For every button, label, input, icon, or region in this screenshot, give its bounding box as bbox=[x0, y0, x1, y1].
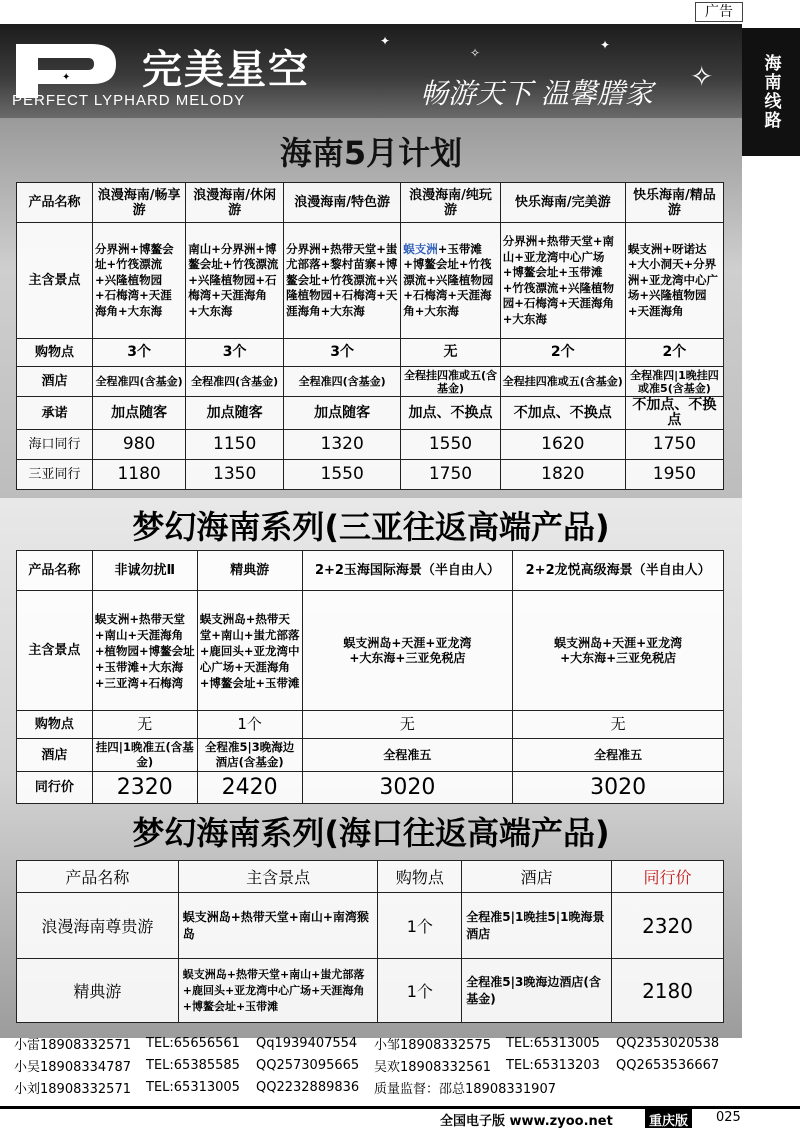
spots-cell: 蜈支洲+热带天堂+南山+天涯海角+植物园+博鳌会址+玉带滩+大东海+三亚湾+石梅湾 bbox=[92, 591, 197, 711]
table-row bbox=[17, 183, 724, 223]
contact-name-phone: 小邹18908332575 bbox=[374, 1037, 491, 1053]
contact-row bbox=[14, 1076, 730, 1098]
hotel-cell: 全程准四(含基金) bbox=[93, 367, 186, 397]
spots-text: +玉带滩+博鳌会址+竹筏漂流+兴隆植物园+石梅湾+天涯海角+大东海 bbox=[403, 241, 494, 318]
shop-cell: 无 bbox=[401, 339, 501, 367]
spots-cell: 南山+分界洲+博鳌会址+竹筏漂流+兴隆植物园+石梅湾+天涯海角+大东海 bbox=[186, 223, 284, 339]
contact-name-phone: 小雷18908332571 bbox=[14, 1037, 131, 1053]
header-cell: 同行价 bbox=[612, 861, 724, 893]
product-name: 精典游 bbox=[17, 959, 179, 1023]
svg-text:✦: ✦ bbox=[62, 72, 71, 83]
table-row bbox=[17, 711, 724, 739]
hotel-cell: 全程准五 bbox=[302, 739, 513, 772]
sparkle-icon: ✦ bbox=[380, 34, 391, 48]
product-name: 快乐海南/精品游 bbox=[625, 183, 723, 223]
promise-cell: 不加点、不换点 bbox=[500, 397, 625, 430]
table-row bbox=[17, 739, 724, 772]
hainan-may-plan-table bbox=[16, 182, 724, 490]
contact-row bbox=[14, 1054, 730, 1076]
price-cell: 3020 bbox=[513, 772, 724, 804]
contact-tel: TEL:65313203 bbox=[506, 1057, 600, 1073]
shop-cell: 2个 bbox=[500, 339, 625, 367]
spots-cell: 分界洲+博鳌会址+竹筏漂流+兴隆植物园+石梅湾+天涯海角+大东海 bbox=[93, 223, 186, 339]
contact-tel: TEL:65656561 bbox=[146, 1035, 240, 1051]
contact-list bbox=[14, 1032, 730, 1098]
shop-cell: 无 bbox=[513, 711, 724, 739]
row-label: 同行价 bbox=[17, 772, 93, 804]
row-label: 三亚同行 bbox=[17, 460, 93, 490]
contact-name-phone: 小吴18908334787 bbox=[14, 1059, 131, 1075]
product-name: 2+2龙悦高级海景（半自由人） bbox=[513, 551, 724, 591]
spots-cell: 蜈支洲岛+热带天堂+南山+蚩尤部落+鹿回头+亚龙湾中心广场+天涯海角+博鳌会址+玉带滩 bbox=[178, 959, 378, 1023]
spots-cell: 蜈支洲+呀诺达+大小洞天+分界洲+亚龙湾中心广场+兴隆植物园+天涯海角 bbox=[625, 223, 723, 339]
price-cell: 1180 bbox=[93, 460, 186, 490]
row-label: 购物点 bbox=[17, 339, 93, 367]
quality-supervisor: 质量监督：邵总18908331907 bbox=[374, 1081, 556, 1097]
hotel-cell: 全程准四(含基金) bbox=[186, 367, 284, 397]
promise-cell: 加点随客 bbox=[186, 397, 284, 430]
product-name: 浪漫海南/畅享游 bbox=[93, 183, 186, 223]
spots-cell bbox=[401, 223, 501, 339]
price-cell: 2320 bbox=[92, 772, 197, 804]
row-label: 酒店 bbox=[17, 367, 93, 397]
hotel-cell: 全程准5|1晚挂5|1晚海景酒店 bbox=[462, 893, 612, 959]
header-cell: 购物点 bbox=[378, 861, 462, 893]
price-cell: 1550 bbox=[401, 430, 501, 460]
product-name: 非诚勿扰Ⅱ bbox=[92, 551, 197, 591]
spots-cell: 蜈支洲岛+热带天堂+南山+南湾猴岛 bbox=[178, 893, 378, 959]
side-tab-hainan-route bbox=[742, 28, 800, 156]
promise-cell: 不加点、不换点 bbox=[625, 397, 723, 430]
price-cell: 1550 bbox=[284, 460, 401, 490]
table-row bbox=[17, 551, 724, 591]
ad-tag: 广告 bbox=[695, 2, 743, 22]
price-cell: 980 bbox=[93, 430, 186, 460]
promise-cell: 加点随客 bbox=[284, 397, 401, 430]
price-cell: 1820 bbox=[500, 460, 625, 490]
contact-row bbox=[14, 1032, 730, 1054]
product-name: 快乐海南/完美游 bbox=[500, 183, 625, 223]
row-label: 海口同行 bbox=[17, 430, 93, 460]
shop-cell: 1个 bbox=[378, 959, 462, 1023]
haikou-highend-table bbox=[16, 860, 724, 1023]
side-tab-label: 海南线路 bbox=[760, 54, 781, 130]
product-name: 2+2玉海国际海景（半自由人） bbox=[302, 551, 513, 591]
fairy-icon: ✧ bbox=[690, 60, 714, 93]
header-cell: 酒店 bbox=[462, 861, 612, 893]
section3-title: 梦幻海南系列(海口往返高端产品) bbox=[132, 814, 610, 852]
product-name: 浪漫海南/纯玩游 bbox=[401, 183, 501, 223]
spots-cell: 分界洲+热带天堂+南山+亚龙湾中心广场+博鳌会址+玉带滩+竹筏漂流+兴隆植物园+石梅湾+天涯海角+大东海 bbox=[500, 223, 625, 339]
header-cell: 主含景点 bbox=[178, 861, 378, 893]
hotel-cell: 挂四|1晚准五(含基金) bbox=[92, 739, 197, 772]
hotel-cell: 全程准四|1晚挂四或准5(含基金) bbox=[625, 367, 723, 397]
price-cell: 1750 bbox=[401, 460, 501, 490]
price-cell: 2420 bbox=[197, 772, 302, 804]
promise-cell: 加点随客 bbox=[93, 397, 186, 430]
table-row bbox=[17, 460, 724, 490]
shop-cell: 2个 bbox=[625, 339, 723, 367]
hotel-cell: 全程准四(含基金) bbox=[284, 367, 401, 397]
contact-qq: Qq1939407554 bbox=[256, 1035, 358, 1051]
shop-cell: 无 bbox=[92, 711, 197, 739]
row-label: 购物点 bbox=[17, 711, 93, 739]
footer bbox=[0, 1104, 800, 1128]
table-row bbox=[17, 397, 724, 430]
header-cell: 产品名称 bbox=[17, 861, 179, 893]
product-name: 浪漫海南/特色游 bbox=[284, 183, 401, 223]
header-cell: 产品名称 bbox=[17, 551, 93, 591]
contact-tel: TEL:65313005 bbox=[146, 1079, 240, 1095]
shop-cell: 1个 bbox=[378, 893, 462, 959]
table-row bbox=[17, 959, 724, 1023]
spots-cell: 蜈支洲岛+天涯+亚龙湾+大东海+三亚免税店 bbox=[513, 591, 724, 711]
logo-english: PERFECT LYPHARD MELODY bbox=[12, 92, 246, 109]
edition-badge: 重庆版 bbox=[645, 1109, 692, 1128]
row-label: 主含景点 bbox=[17, 591, 93, 711]
price-cell: 1320 bbox=[284, 430, 401, 460]
hotel-cell: 全程准5|3晚海边酒店(含基金) bbox=[462, 959, 612, 1023]
sparkle-icon: ✦ bbox=[600, 38, 611, 52]
logo-chinese: 完美星空 bbox=[142, 47, 310, 93]
price-cell: 1350 bbox=[186, 460, 284, 490]
price-cell: 1620 bbox=[500, 430, 625, 460]
shop-cell: 3个 bbox=[284, 339, 401, 367]
contact-name-phone: 小刘18908332571 bbox=[14, 1081, 131, 1097]
sparkle-icon: ✧ bbox=[470, 46, 481, 60]
section1-title: 海南5月计划 bbox=[279, 134, 463, 172]
price-cell: 2180 bbox=[612, 959, 724, 1023]
hotel-cell: 全程挂四准或五(含基金) bbox=[401, 367, 501, 397]
row-label: 酒店 bbox=[17, 739, 93, 772]
slogan: 畅游天下 温馨謄家 bbox=[420, 77, 653, 110]
row-label: 主含景点 bbox=[17, 223, 93, 339]
price-cell: 1950 bbox=[625, 460, 723, 490]
contact-qq: QQ2353020538 bbox=[616, 1035, 720, 1051]
shop-cell: 3个 bbox=[186, 339, 284, 367]
section2-title: 梦幻海南系列(三亚往返高端产品) bbox=[132, 508, 610, 546]
page-number: 025 bbox=[716, 1110, 741, 1125]
hotel-cell: 全程准五 bbox=[513, 739, 724, 772]
contact-qq: QQ2653536667 bbox=[616, 1057, 720, 1073]
contact-qq: QQ2573095665 bbox=[256, 1057, 360, 1073]
table-row bbox=[17, 430, 724, 460]
shop-cell: 3个 bbox=[93, 339, 186, 367]
table-row bbox=[17, 861, 724, 893]
table-row bbox=[17, 772, 724, 804]
contact-name-phone: 吴欢18908332561 bbox=[374, 1059, 491, 1075]
shop-cell: 无 bbox=[302, 711, 513, 739]
price-cell: 1150 bbox=[186, 430, 284, 460]
product-name: 浪漫海南/休闲游 bbox=[186, 183, 284, 223]
table-row bbox=[17, 591, 724, 711]
product-name: 精典游 bbox=[197, 551, 302, 591]
footer-website[interactable]: 全国电子版 www.zyoo.net bbox=[440, 1114, 613, 1128]
shop-cell: 1个 bbox=[197, 711, 302, 739]
spot-highlight: 蜈支洲 bbox=[403, 241, 438, 256]
price-cell: 2320 bbox=[612, 893, 724, 959]
header-cell: 产品名称 bbox=[17, 183, 93, 223]
table-row bbox=[17, 367, 724, 397]
contact-qq: QQ2232889836 bbox=[256, 1079, 360, 1095]
spots-cell: 分界洲+热带天堂+蚩尤部落+黎村苗寨+博鳌会址+竹筏漂流+兴隆植物园+石梅湾+天涯海角+大东海 bbox=[284, 223, 401, 339]
product-name: 浪漫海南尊贵游 bbox=[17, 893, 179, 959]
sanya-highend-table bbox=[16, 550, 724, 804]
hotel-cell: 全程准5|3晚海边酒店(含基金) bbox=[197, 739, 302, 772]
row-label: 承诺 bbox=[17, 397, 93, 430]
table-row bbox=[17, 893, 724, 959]
promise-cell: 加点、不换点 bbox=[401, 397, 501, 430]
hotel-cell: 全程挂四准或五(含基金) bbox=[500, 367, 625, 397]
price-cell: 1750 bbox=[625, 430, 723, 460]
price-cell: 3020 bbox=[302, 772, 513, 804]
table-row bbox=[17, 223, 724, 339]
contact-tel: TEL:65385585 bbox=[146, 1057, 240, 1073]
header-banner bbox=[0, 24, 742, 118]
table-row bbox=[17, 339, 724, 367]
contact-tel: TEL:65313005 bbox=[506, 1035, 600, 1051]
spots-cell: 蜈支洲岛+天涯+亚龙湾+大东海+三亚免税店 bbox=[302, 591, 513, 711]
spots-cell: 蜈支洲岛+热带天堂+南山+蚩尤部落+鹿回头+亚龙湾中心广场+天涯海角+博鳌会址+玉带滩 bbox=[197, 591, 302, 711]
